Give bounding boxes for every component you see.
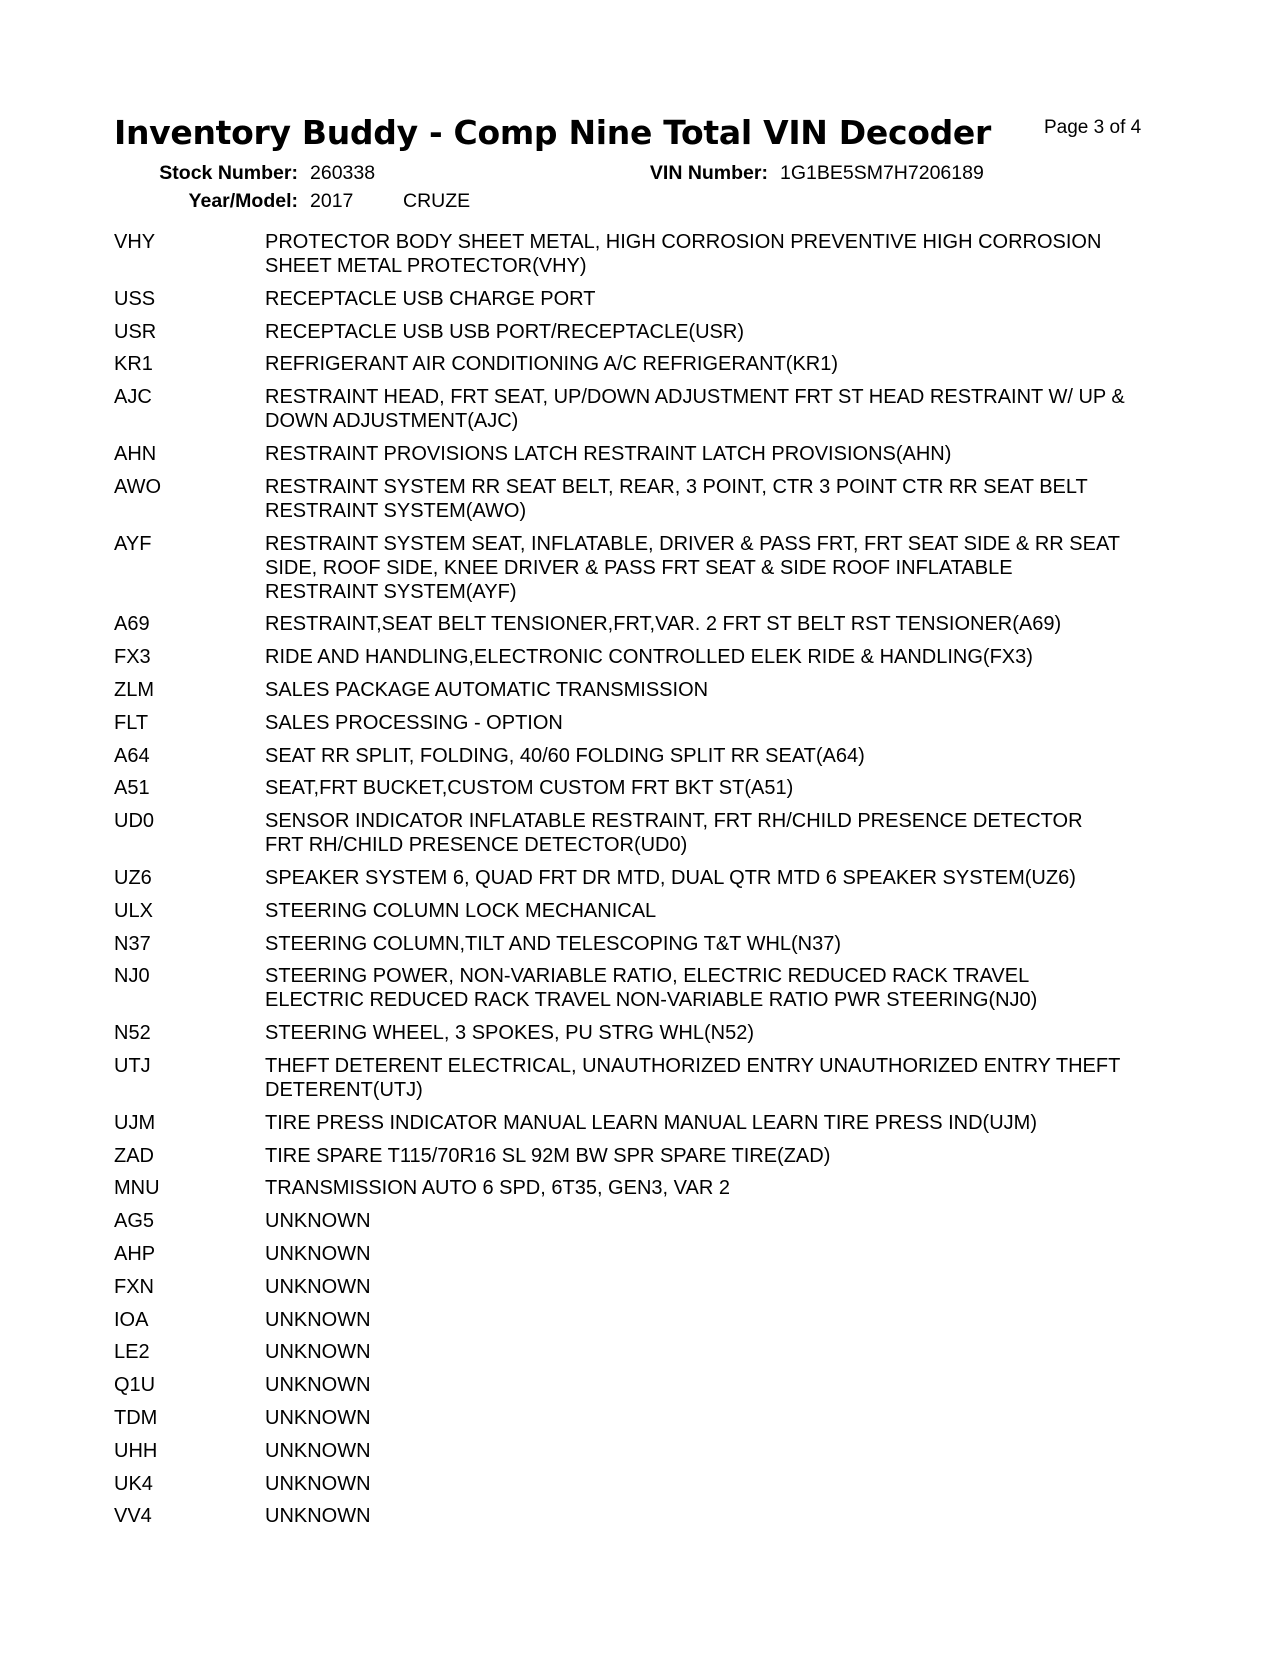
model-value: CRUZE	[403, 190, 471, 212]
option-code: AHN	[114, 443, 157, 465]
option-description: SEAT,FRT BUCKET,CUSTOM CUSTOM FRT BKT ST(A51)	[265, 777, 794, 800]
option-description: UNKNOWN	[265, 1439, 371, 1462]
option-code: VV4	[114, 1505, 152, 1528]
option-description: RIDE AND HANDLING,ELECTRONIC CONTROLLED ELEK RIDE & HANDLING(FX3)	[265, 646, 1033, 669]
option-code: UJM	[114, 1111, 156, 1134]
option-code: UD0	[114, 810, 155, 833]
page-title: Inventory Buddy - Comp Nine Total VIN Decoder	[114, 113, 991, 152]
option-description: SALES PACKAGE AUTOMATIC TRANSMISSION	[265, 679, 709, 701]
option-description: SPEAKER SYSTEM 6, QUAD FRT DR MTD, DUAL QTR MTD 6 SPEAKER SYSTEM(UZ6)	[265, 867, 1076, 889]
option-code: UTJ	[114, 1055, 151, 1077]
option-code: LE2	[114, 1341, 150, 1364]
option-description: STEERING COLUMN LOCK MECHANICAL	[265, 899, 657, 922]
option-code: NJ0	[114, 965, 150, 988]
vin-number-value: 1G1BE5SM7H7206189	[780, 162, 984, 184]
option-code: USR	[114, 320, 157, 343]
option-code: A51	[114, 777, 150, 800]
option-description: STEERING POWER, NON-VARIABLE RATIO, ELECTRIC REDUCED RACK TRAVEL ELECTRIC REDUCED RACK TRAVEL NON-VARIABLE RATIO PWR STEERING(NJ0)	[265, 965, 1038, 1012]
option-description: REFRIGERANT AIR CONDITIONING A/C REFRIGERANT(KR1)	[265, 353, 839, 376]
option-description: SEAT RR SPLIT, FOLDING, 40/60 FOLDING SPLIT RR SEAT(A64)	[265, 744, 865, 767]
option-code: ZAD	[114, 1144, 154, 1167]
option-description: TRANSMISSION AUTO 6 SPD, 6T35, GEN3, VAR 2	[265, 1177, 730, 1200]
option-code: TDM	[114, 1407, 158, 1429]
option-code: AHP	[114, 1243, 156, 1265]
option-description: STEERING COLUMN,TILT AND TELESCOPING T&T WHL(N37)	[265, 932, 842, 955]
option-description: UNKNOWN	[265, 1210, 371, 1233]
option-description: STEERING WHEEL, 3 SPOKES, PU STRG WHL(N52)	[265, 1022, 754, 1045]
option-code: UZ6	[114, 867, 152, 889]
option-code: MNU	[114, 1177, 160, 1200]
option-description: UNKNOWN	[265, 1308, 371, 1331]
year-value: 2017	[310, 190, 354, 212]
option-description: RESTRAINT SYSTEM RR SEAT BELT, REAR, 3 POINT, CTR 3 POINT CTR RR SEAT BELT RESTRAINT SYSTEM(AWO)	[265, 475, 1088, 522]
option-description: UNKNOWN	[265, 1275, 371, 1298]
option-code: ULX	[114, 899, 153, 922]
option-code: FXN	[114, 1275, 154, 1298]
option-description: RECEPTACLE USB USB PORT/RECEPTACLE(USR)	[265, 320, 744, 343]
option-description: RECEPTACLE USB CHARGE PORT	[265, 287, 596, 310]
option-code: A64	[114, 744, 150, 767]
option-description: UNKNOWN	[265, 1505, 371, 1528]
option-description: UNKNOWN	[265, 1243, 371, 1265]
option-code: KR1	[114, 353, 153, 376]
stock-number-label: Stock Number:	[159, 162, 298, 184]
option-code: AYF	[114, 532, 152, 555]
option-code: UK4	[114, 1472, 153, 1495]
option-description: PROTECTOR BODY SHEET METAL, HIGH CORROSION PREVENTIVE HIGH CORROSION SHEET METAL PROTECTOR(VHY)	[265, 231, 1102, 277]
option-description: SENSOR INDICATOR INFLATABLE RESTRAINT, FRT RH/CHILD PRESENCE DETECTOR FRT RH/CHILD PRESENCE DETECTOR(UD0)	[265, 810, 1083, 857]
option-code: ZLM	[114, 679, 154, 701]
option-description: UNKNOWN	[265, 1472, 371, 1495]
option-code: USS	[114, 287, 156, 310]
option-code: AG5	[114, 1210, 155, 1233]
option-description: RESTRAINT,SEAT BELT TENSIONER,FRT,VAR. 2 FRT ST BELT RST TENSIONER(A69)	[265, 613, 1062, 636]
option-description: RESTRAINT PROVISIONS LATCH RESTRAINT LATCH PROVISIONS(AHN)	[265, 443, 952, 465]
option-description: TIRE SPARE T115/70R16 SL 92M BW SPR SPARE TIRE(ZAD)	[265, 1144, 831, 1167]
option-code: FX3	[114, 646, 151, 669]
page-number: Page 3 of 4	[1044, 117, 1142, 138]
option-code: AWO	[114, 475, 162, 498]
option-description: UNKNOWN	[265, 1341, 371, 1364]
option-code: IOA	[114, 1308, 149, 1331]
option-code: AJC	[114, 386, 152, 409]
stock-number-value: 260338	[310, 162, 376, 184]
year-model-label: Year/Model:	[188, 190, 298, 212]
option-code: Q1U	[114, 1374, 156, 1397]
option-description: TIRE PRESS INDICATOR MANUAL LEARN MANUAL LEARN TIRE PRESS IND(UJM)	[265, 1111, 1037, 1134]
option-code: N52	[114, 1022, 151, 1045]
option-code: N37	[114, 932, 151, 955]
option-code: A69	[114, 613, 150, 636]
option-description: UNKNOWN	[265, 1374, 371, 1397]
option-description: UNKNOWN	[265, 1407, 371, 1429]
option-code: UHH	[114, 1439, 158, 1462]
option-description: RESTRAINT SYSTEM SEAT, INFLATABLE, DRIVER & PASS FRT, FRT SEAT SIDE & RR SEAT SIDE, ROOF SIDE, KNEE DRIVER & PASS FRT SEAT & SIDE ROOF INFLATABLE RESTRAINT SYSTEM(AYF)	[265, 532, 1121, 603]
option-code: VHY	[114, 231, 156, 253]
option-description: RESTRAINT HEAD, FRT SEAT, UP/DOWN ADJUSTMENT FRT ST HEAD RESTRAINT W/ UP & DOWN ADJUSTMENT(AJC)	[265, 386, 1125, 433]
option-code: FLT	[114, 711, 149, 734]
option-description: SALES PROCESSING - OPTION	[265, 711, 563, 734]
option-description: THEFT DETERENT ELECTRICAL, UNAUTHORIZED ENTRY UNAUTHORIZED ENTRY THEFT DETERENT(UTJ)	[265, 1055, 1121, 1101]
vin-number-label: VIN Number:	[649, 162, 768, 184]
